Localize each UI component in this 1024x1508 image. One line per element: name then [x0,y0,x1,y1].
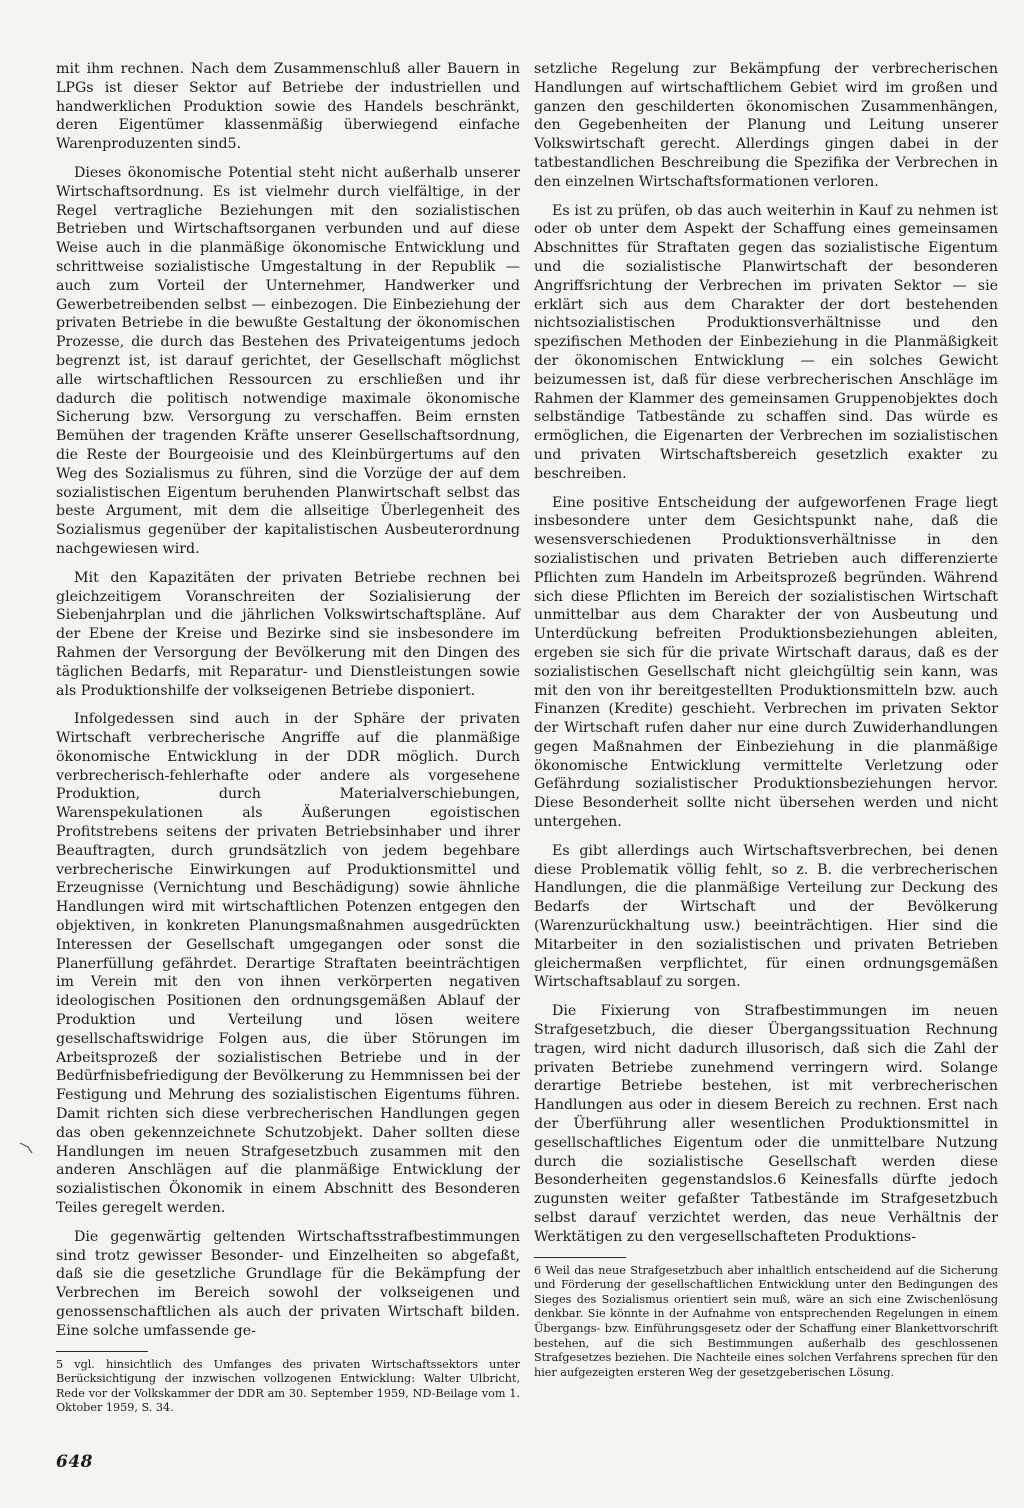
right-paragraph-4: Es gibt allerdings auch Wirtschaftsverbrechen, bei denen diese Problematik völlig fehlt, so z. B. die verbrecherischen Handlungen, die die planmäßige Verteilung zur Deckung des Bedarfs der Wirtschaft und der Bevölkerung (Warenzurückhaltung usw.) beeinträchtigen. Hier sind die Mitarbeiter in den sozialistischen und privaten Betrieben gleichermaßen verpflichtet, für einen ordnungsgemäßen Wirtschaftsablauf zu sorgen. [534,842,998,991]
right-paragraph-5: Die Fixierung von Strafbestimmungen im neuen Strafgesetzbuch, die dieser Übergangssituation Rechnung tragen, wird nicht dadurch illusorisch, daß sich die Zahl der privaten Betriebe zunehmend verringern wird. Solange derartige Betriebe bestehen, ist mit verbrecherischen Handlungen aus oder in diesem Bereich zu rechnen. Erst nach der Überführung aller wesentlichen Produktionsmittel in gesellschaftliches Eigentum oder die unmittelbare Nutzung durch die sozialistische Gesellschaft werden diese Besonderheiten gegenstandslos.6 Keinesfalls dürfte jedoch zugunsten weiter gefaßter Tatbestände im Strafgesetzbuch selbst darauf verzichtet werden, das neue Verhältnis der Werktätigen zu den vergesellschafteten Produktions- [534,1003,998,1245]
left-paragraph-5: Die gegenwärtig geltenden Wirtschaftsstrafbestimmungen sind trotz gewisser Besonder- und Einzelheiten so abgefaßt, daß sie die gesetzliche Grundlage für die Bekämpfung der Verbrechen im Bereich sowohl der volkseigenen und genossenschaftlichen als auch der privaten Wirtschaft bilden. Eine solche umfassende ge- [56,1228,520,1339]
right-paragraph-2: Es ist zu prüfen, ob das auch weiterhin in Kauf zu nehmen ist oder ob unter dem Aspekt der Schaffung eines gemeinsamen Abschnittes für Straftaten gegen das sozialistische Eigentum und die sozialistische Planwirtschaft der besonderen Angriffsrichtung der Verbrechen im privaten Sektor — sie erklärt sich aus dem Charakter der dort bestehenden nichtsozialistischen Produktionsverhältnisse und den spezifischen Methoden der Einbeziehung in die Planmäßigkeit der ökonomischen Entwicklung — ein solches Gewicht beizumessen ist, daß für diese verbrecherischen Anschläge im Rahmen der Klammer des gemeinsamen Gruppenobjektes doch selbständige Tatbestände zu schaffen sind. Das würde es ermöglichen, die Eigenarten der Verbrechen im sozialistischen und privaten Wirtschaftsbereich gesetzlich exakter zu beschreiben. [534,202,998,482]
left-paragraph-1: mit ihm rechnen. Nach dem Zusammenschluß aller Bauern in LPGs ist dieser Sektor auf Betriebe der industriellen und handwerklichen Produktion sowie des Handels beschränkt, deren Eigentümer klassenmäßig überwiegend einfache Warenproduzenten sind5. [56,61,520,153]
margin-pencil-mark-icon [18,1140,42,1156]
left-paragraph-4: Infolgedessen sind auch in der Sphäre der privaten Wirtschaft verbrecherische Angriffe auf die planmäßige ökonomische Entwicklung in der DDR möglich. Durch verbrecherisch-fehlerhafte oder andere als vorgesehene Produktion, durch Materialverschiebungen, Warenspekulationen als Äußerungen egoistischen Profitstrebens seitens der privaten Betriebsinhaber und ihrer Beauftragten, durch grundsätzlich von jedem begehbare verbrecherische Einwirkungen auf Produktionsmittel und Erzeugnisse (Vernichtung und Beschädigung) sowie ähnliche Handlungen wird mit wirtschaftlichen Potenzen entgegen den objektiven, in konkreten Planungsmaßnahmen ausgedrückten Interessen der Gesellschaft umgegangen oder sonst die Planerfüllung gefährdet. Derartige Straftaten beeinträchtigen im Verein mit den von ihnen verkörperten negativen ideologischen Positionen den ordnungsgemäßen Ablauf der Produktion und Verteilung und lösen weitere gesellschaftswidrige Folgen aus, die über Störungen im Arbeitsprozeß der sozialistischen Betriebe und in der Bedürfnisbefriedigung der Bevölkerung zu Hemmnissen bei der Festigung und Mehrung des sozialistischen Eigentums führen. Damit richten sich diese verbrecherischen Handlungen gegen das oben gekennzeichnete Schutzobjekt. Daher sollten diese Handlungen im neuen Strafgesetzbuch zusammen mit den anderen Anschlägen auf die planmäßige Entwicklung der sozialistischen Ökonomik in einem Abschnitt des Besonderen Teiles geregelt werden. [56,711,520,1217]
page-number: 648 [56,1452,93,1472]
left-paragraph-3: Mit den Kapazitäten der privaten Betriebe rechnen bei gleichzeitigem Voranschreiten der Sozialisierung der Siebenjahrplan und die jährlichen Volkswirtschaftspläne. Auf der Ebene der Kreise und Bezirke sind sie insbesondere im Rahmen der Versorgung der Bevölkerung mit den Dingen des täglichen Bedarfs, mit Reparatur- und Dienstleistungen sowie als Produktionshilfe der volkseigenen Betriebe disponiert. [56,569,520,699]
right-paragraph-1: setzliche Regelung zur Bekämpfung der verbrecherischen Handlungen auf wirtschaftlichem Gebiet wird im großen und ganzen den geschilderten ökonomischen Zusammenhängen, den Gegebenheiten der Planung und Leitung unserer Volkswirtschaft gerecht. Allerdings gingen dabei in der tatbestandlichen Beschreibung die Spezifika der Verbrechen in den einzelnen Wirtschaftsformationen verloren. [534,61,998,190]
left-footnote-divider [56,1351,148,1352]
footnote-5: 5 vgl. hinsichtlich des Umfanges des privaten Wirtschaftssektors unter Berücksichtigung der inzwischen vollzogenen Entwicklung: Walter Ulbricht, Rede vor der Volkskammer der DDR am 30. September 1959, ND-Beilage vom 1. Oktober 1959, S. 34. [56,1357,520,1415]
right-column [534,60,998,1380]
right-footnote-divider [534,1257,626,1258]
footnote-6: 6 Weil das neue Strafgesetzbuch aber inhaltlich entscheidend auf die Sicherung und Förderung der gesellschaftlichen Entwicklung unter den Bedingungen des Sieges des Sozialismus orientiert sein muß, wäre an sich eine Zwischenlösung denkbar. Sie könnte in der Aufnahme von entsprechenden Regelungen in einem Übergangs- bzw. Einführungsgesetz oder der Schaffung einer Blankettvorschrift bestehen, auf die sich Bestimmungen außerhalb des geschlossenen Strafgesetzes beziehen. Die Nachteile eines solchen Verfahrens sprechen für den hier aufgezeigten ersteren Weg der gesetzgeberischen Lösung. [534,1263,998,1379]
left-column [56,60,520,1416]
right-paragraph-3: Eine positive Entscheidung der aufgeworfenen Frage liegt insbesondere unter dem Gesichtspunkt nahe, daß die wesensverschiedenen Produktionsverhältnisse in den sozialistischen und privaten Betrieben auch differenzierte Pflichten zum Handeln im Arbeitsprozeß begründen. Während sich diese Pflichten im Bereich der sozialistischen Wirtschaft unmittelbar aus dem Charakter der von Ausbeutung und Unterdückung befreiten Produktionsbeziehungen ableiten, ergeben sie sich für die private Wirtschaft daraus, daß es der sozialistischen Gesellschaft nicht gleichgültig sein kann, was mit den von ihr bereitgestellten Produktionsmitteln bzw. auch Finanzen (Kredite) geschieht. Verbrechen im privaten Sektor der Wirtschaft rufen daher nur eine durch Zuwiderhandlungen gegen Maßnahmen der Einbeziehung in die planmäßige ökonomische Entwicklung vermittelte Verletzung oder Gefährdung sozialistischer Produktionsbeziehungen hervor. Diese Besonderheit sollte nicht übersehen werden und nicht untergehen. [534,494,998,831]
left-paragraph-2: Dieses ökonomische Potential steht nicht außerhalb unserer Wirtschaftsordnung. Es ist vielmehr durch vielfältige, in der Regel vertragliche Beziehungen mit den sozialistischen Betrieben und Wirtschaftsorganen verbunden und auf diese Weise auch in die planmäßige ökonomische Entwicklung und schrittweise sozialistische Umgestaltung in der Republik — auch zum Vorteil der Unternehmer, Handwerker und Gewerbetreibenden selbst — einbezogen. Die Einbeziehung der privaten Betriebe in die bewußte Gestaltung der ökonomischen Prozesse, die durch das Bestehen des Privateigentums jedoch begrenzt ist, ist darauf gerichtet, der Gesellschaft möglichst alle wirtschaftlichen Ressourcen zu erschließen und ihr dadurch die politisch notwendige maximale ökonomische Sicherung bzw. Versorgung zu verschaffen. Beim ernsten Bemühen der tragenden Kräfte unserer Gesellschaftsordnung, die Reste der Bourgeoisie und des Kleinbürgertums auf den Weg des Sozialismus zu führen, sind die Vorzüge der auf dem sozialistischen Eigentum beruhenden Planwirtschaft selbst das beste Argument, mit dem die allseitige Überlegenheit des Sozialismus gegenüber der kapitalistischen Ausbeuterordnung nachgewiesen wird. [56,164,520,557]
